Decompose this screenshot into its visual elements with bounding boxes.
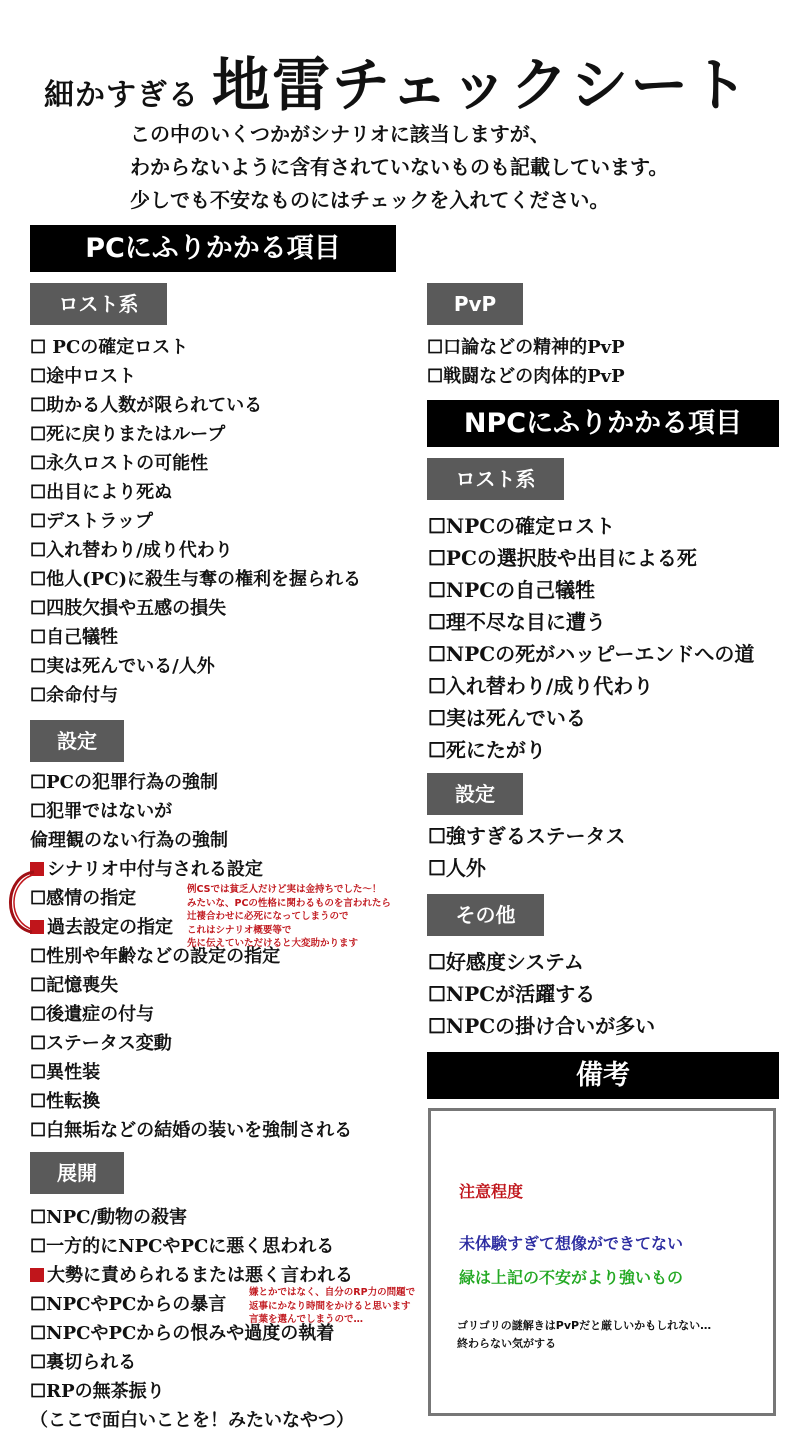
checklist-item[interactable]: ☐人外 xyxy=(428,856,486,880)
npc-lost-list xyxy=(428,510,754,766)
legend-red: 注意程度 xyxy=(459,1182,524,1201)
checklist-item[interactable]: ☐NPCやPCからの恨みや過度の執着 xyxy=(30,1323,335,1344)
bracket-annotation-icon xyxy=(0,868,40,938)
npc-section-header: NPCにふりかかる項目 xyxy=(427,400,779,447)
npc-lost-header: ロスト系 xyxy=(427,458,564,500)
pc-lost-list xyxy=(30,333,361,710)
checklist-item[interactable]: ☐自己犠牲 xyxy=(30,627,119,648)
npc-setting-list xyxy=(428,820,626,884)
checklist-item[interactable]: ☐途中ロスト xyxy=(30,366,137,387)
npc-setting-header: 設定 xyxy=(427,773,523,815)
checklist-item[interactable]: ☐他人(PC)に殺生与奪の権利を握られる xyxy=(30,569,362,590)
checklist-item[interactable]: ☐NPCの掛け合いが多い xyxy=(428,1014,656,1038)
checklist-item[interactable]: ☐PCの犯罪行為の強制 xyxy=(30,772,218,793)
checklist-item[interactable]: ☐口論などの精神的PvP xyxy=(427,337,625,358)
pvp-header: PvP xyxy=(427,283,523,325)
checklist-item[interactable]: ☐一方的にNPCやPCに悪く思われる xyxy=(30,1236,335,1257)
bikou-box xyxy=(428,1108,776,1416)
checklist-item[interactable]: ☐好感度システム xyxy=(428,950,584,974)
checklist-item[interactable]: ☐PCの選択肢や出目による死 xyxy=(428,546,697,570)
red-check-mark xyxy=(30,1268,44,1282)
checklist-item-checked[interactable]: 大勢に責められるまたは悪く言われる xyxy=(30,1261,354,1290)
checklist-item[interactable]: ☐余命付与 xyxy=(30,685,119,706)
pc-section-header: PCにふりかかる項目 xyxy=(30,225,396,272)
page-title: 地雷チェックシート xyxy=(212,51,751,119)
bikou-note: 終わらない気がする xyxy=(457,1337,556,1350)
checklist-item[interactable]: ☐死に戻りまたはループ xyxy=(30,424,226,445)
checklist-item[interactable]: ☐強すぎるステータス xyxy=(428,824,626,848)
npc-other-list xyxy=(428,946,655,1042)
checklist-item[interactable]: ☐入れ替わり/成り代わり xyxy=(428,674,654,698)
checklist-item[interactable]: ☐理不尽な目に遭う xyxy=(428,610,606,634)
checklist-item[interactable]: ☐NPCが活躍する xyxy=(428,982,596,1006)
setting-note: 例CSでは貧乏人だけど実は金持ちでした〜！ みたいな、PCの性格に関わるものを言われたら 辻褄合わせに必死になってしまうので これはシナリオ概要等で 先に伝えていただけると大変助かります xyxy=(187,884,391,949)
checklist-item-checked[interactable]: シナリオ中付与される設定 xyxy=(30,855,352,884)
pc-development-header: 展開 xyxy=(30,1152,124,1194)
checklist-item[interactable]: ☐助かる人数が限られている xyxy=(30,395,263,416)
checklist-item[interactable]: ☐裏切られる xyxy=(30,1352,137,1373)
intro-line: 少しでも不安なものにはチェックを入れてください。 xyxy=(130,188,610,212)
pc-lost-header: ロスト系 xyxy=(30,283,167,325)
checklist-item[interactable]: ☐感情の指定 xyxy=(30,888,137,909)
checklist-item-checked[interactable]: 過去設定の指定 xyxy=(30,913,352,942)
checklist-item[interactable]: ☐NPCの確定ロスト xyxy=(428,514,616,538)
checklist-item[interactable]: ☐後遺症の付与 xyxy=(30,1004,155,1025)
checklist-item[interactable]: ☐死にたがり xyxy=(428,738,546,762)
intro-text xyxy=(130,118,668,217)
checklist-item[interactable]: ☐戦闘などの肉体的PvP xyxy=(427,366,625,387)
checklist-item[interactable]: ☐ PCの確定ロスト xyxy=(30,337,189,358)
checklist-item[interactable]: ☐四肢欠損や五感の損失 xyxy=(30,598,227,619)
checklist-item[interactable]: ☐入れ替わり/成り代わり xyxy=(30,540,233,561)
checklist-item[interactable]: ☐永久ロストの可能性 xyxy=(30,453,209,474)
pc-setting-list xyxy=(30,768,352,1145)
checklist-item[interactable]: ☐記憶喪失 xyxy=(30,975,119,996)
pc-setting-header: 設定 xyxy=(30,720,124,762)
intro-line: この中のいくつかがシナリオに該当しますが、 xyxy=(130,122,550,146)
bikou-header: 備考 xyxy=(427,1052,779,1099)
checklist-item: 倫理観のない行為の強制 xyxy=(30,830,228,851)
development-note: 嫌とかではなく、自分のRP力の問題で 返事にかなり時間をかけると思います 言葉を選んでしまうので… xyxy=(249,1287,416,1325)
checklist-item[interactable]: ☐性転換 xyxy=(30,1091,101,1112)
checklist-item[interactable]: ☐デストラップ xyxy=(30,511,154,532)
checklist-item[interactable]: ☐NPCの自己犠牲 xyxy=(428,578,596,602)
checklist-item[interactable]: ☐白無垢などの結婚の装いを強制される xyxy=(30,1120,353,1141)
intro-line: わからないように含有されていないものも記載しています。 xyxy=(130,155,669,179)
checklist-item: （ここで面白いことを！みたいなやつ） xyxy=(30,1410,354,1431)
bikou-note: ゴリゴリの謎解きはPvPだと厳しいかもしれない… xyxy=(457,1319,712,1332)
checklist-item[interactable]: ☐RPの無茶振り xyxy=(30,1381,165,1402)
checklist-item[interactable]: ☐NPCやPCからの暴言 xyxy=(30,1294,227,1315)
checklist-item[interactable]: ☐犯罪ではないが xyxy=(30,801,173,822)
checklist-item[interactable]: ☐実は死んでいる/人外 xyxy=(30,656,215,677)
checklist-item[interactable]: ☐出目により死ぬ xyxy=(30,482,173,503)
checklist-item[interactable]: ☐実は死んでいる xyxy=(428,706,586,730)
checklist-item[interactable]: ☐性別や年齢などの設定の指定 xyxy=(30,946,281,967)
checklist-item[interactable]: ☐ステータス変動 xyxy=(30,1033,172,1054)
checklist-item[interactable]: ☐NPC/動物の殺害 xyxy=(30,1207,188,1228)
legend-green: 緑は上記の不安がより強いもの xyxy=(459,1268,684,1287)
checklist-item[interactable]: ☐異性装 xyxy=(30,1062,101,1083)
checklist-item[interactable]: ☐NPCの死がハッピーエンドへの道 xyxy=(428,642,755,666)
pvp-list xyxy=(427,333,625,391)
legend-blue: 未体験すぎて想像ができてない xyxy=(459,1234,684,1253)
title-prefix: 細かすぎる xyxy=(44,78,199,113)
npc-other-header: その他 xyxy=(427,894,544,936)
